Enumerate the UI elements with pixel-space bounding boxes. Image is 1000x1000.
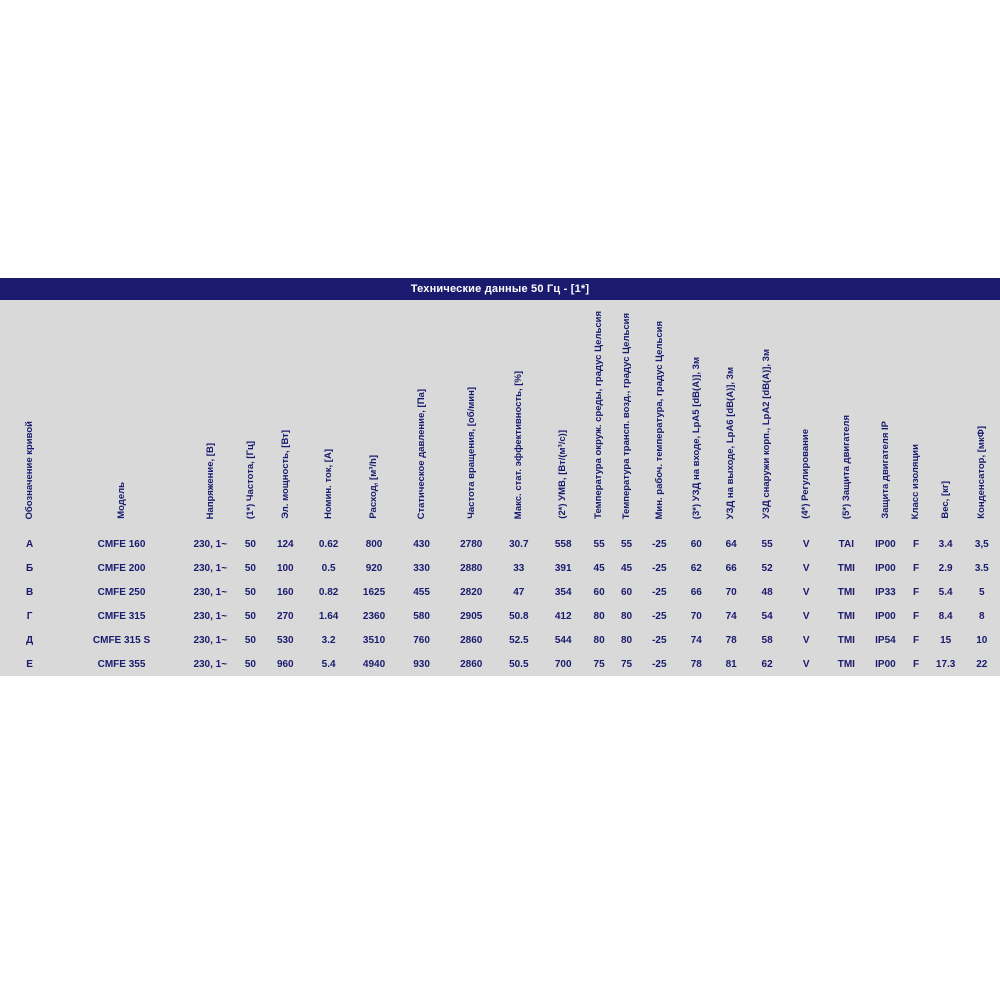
cell-min-working-temp: -25 bbox=[640, 556, 678, 580]
column-header-label: (1*) Частота, [Гц] bbox=[244, 440, 256, 519]
cell-spfi: 700 bbox=[541, 652, 585, 676]
cell-spfi: 558 bbox=[541, 532, 585, 556]
cell-power: 530 bbox=[264, 628, 306, 652]
cell-curve: Б bbox=[0, 556, 59, 580]
cell-motor-ip: IP33 bbox=[866, 580, 904, 604]
column-header-max-static-efficiency bbox=[497, 300, 541, 532]
cell-spl-outlet: 64 bbox=[714, 532, 748, 556]
cell-current: 0.62 bbox=[306, 532, 350, 556]
cell-regulation: V bbox=[786, 604, 826, 628]
cell-static-pressure: 455 bbox=[397, 580, 446, 604]
column-header-model bbox=[59, 300, 184, 532]
cell-motor-protection: TMI bbox=[826, 652, 866, 676]
cell-power: 270 bbox=[264, 604, 306, 628]
cell-transported-air-temp: 80 bbox=[613, 604, 640, 628]
column-header-regulation bbox=[786, 300, 826, 532]
cell-spfi: 412 bbox=[541, 604, 585, 628]
table-title: Технические данные 50 Гц - [1*] bbox=[0, 278, 1000, 300]
table-body bbox=[0, 532, 1000, 676]
column-header-ambient-temp bbox=[585, 300, 612, 532]
cell-voltage: 230, 1~ bbox=[184, 604, 237, 628]
cell-transported-air-temp: 80 bbox=[613, 628, 640, 652]
table-title-row bbox=[0, 278, 1000, 300]
cell-motor-protection: TMI bbox=[826, 604, 866, 628]
cell-power: 124 bbox=[264, 532, 306, 556]
table-row bbox=[0, 628, 1000, 652]
cell-curve: А bbox=[0, 532, 59, 556]
table-row bbox=[0, 556, 1000, 580]
cell-capacitor: 8 bbox=[964, 604, 1000, 628]
cell-weight: 8.4 bbox=[928, 604, 964, 628]
cell-min-working-temp: -25 bbox=[640, 628, 678, 652]
column-header-label: (2*) УМВ, [Вт/(м³/с)] bbox=[557, 430, 569, 519]
cell-regulation: V bbox=[786, 628, 826, 652]
cell-curve: Е bbox=[0, 652, 59, 676]
column-header-label: Макс. стат. эффективность, [%] bbox=[513, 370, 525, 519]
column-header-label: Номин. ток, [А] bbox=[322, 449, 334, 519]
cell-spl-casing: 62 bbox=[748, 652, 786, 676]
column-header-transported-air-temp bbox=[613, 300, 640, 532]
column-header-label: УЗД снаружи корп., LpA2 [dB(A)], 3м bbox=[761, 349, 773, 519]
cell-static-pressure: 430 bbox=[397, 532, 446, 556]
column-header-spl-inlet bbox=[678, 300, 714, 532]
cell-model: CMFE 160 bbox=[59, 532, 184, 556]
cell-ambient-temp: 80 bbox=[585, 628, 612, 652]
cell-current: 5.4 bbox=[306, 652, 350, 676]
cell-transported-air-temp: 45 bbox=[613, 556, 640, 580]
cell-motor-protection: TMI bbox=[826, 556, 866, 580]
cell-current: 0.82 bbox=[306, 580, 350, 604]
cell-current: 0.5 bbox=[306, 556, 350, 580]
cell-voltage: 230, 1~ bbox=[184, 532, 237, 556]
column-header-label: (5*) Защита двигателя bbox=[840, 414, 852, 519]
column-header-power bbox=[264, 300, 306, 532]
cell-voltage: 230, 1~ bbox=[184, 628, 237, 652]
column-header-airflow bbox=[351, 300, 397, 532]
cell-static-pressure: 580 bbox=[397, 604, 446, 628]
table-row bbox=[0, 604, 1000, 628]
cell-model: CMFE 315 S bbox=[59, 628, 184, 652]
table-row bbox=[0, 580, 1000, 604]
cell-max-static-efficiency: 50.8 bbox=[497, 604, 541, 628]
column-header-label: (4*) Регулирование bbox=[800, 429, 812, 519]
cell-spl-inlet: 60 bbox=[678, 532, 714, 556]
cell-max-static-efficiency: 50.5 bbox=[497, 652, 541, 676]
cell-regulation: V bbox=[786, 580, 826, 604]
cell-spl-outlet: 66 bbox=[714, 556, 748, 580]
column-header-rpm bbox=[446, 300, 497, 532]
cell-max-static-efficiency: 30.7 bbox=[497, 532, 541, 556]
table-header-row bbox=[0, 300, 1000, 532]
cell-static-pressure: 930 bbox=[397, 652, 446, 676]
cell-rpm: 2780 bbox=[446, 532, 497, 556]
cell-insulation-class: F bbox=[904, 652, 927, 676]
column-header-label: Мин. рабоч. температура, градус Цельсия bbox=[653, 320, 665, 519]
cell-rpm: 2820 bbox=[446, 580, 497, 604]
cell-airflow: 4940 bbox=[351, 652, 397, 676]
cell-airflow: 2360 bbox=[351, 604, 397, 628]
column-header-label: (3*) УЗД на входе, LpA5 [dB(A)], 3м bbox=[690, 356, 702, 519]
cell-voltage: 230, 1~ bbox=[184, 652, 237, 676]
cell-motor-ip: IP00 bbox=[866, 604, 904, 628]
cell-rpm: 2905 bbox=[446, 604, 497, 628]
column-header-spfi bbox=[541, 300, 585, 532]
column-header-label: Статическое давление, [Па] bbox=[415, 388, 427, 519]
cell-insulation-class: F bbox=[904, 580, 927, 604]
table-row bbox=[0, 652, 1000, 676]
column-header-static-pressure bbox=[397, 300, 446, 532]
cell-model: CMFE 250 bbox=[59, 580, 184, 604]
cell-spl-inlet: 74 bbox=[678, 628, 714, 652]
cell-motor-ip: IP00 bbox=[866, 556, 904, 580]
cell-frequency: 50 bbox=[237, 604, 264, 628]
cell-spl-casing: 55 bbox=[748, 532, 786, 556]
cell-airflow: 1625 bbox=[351, 580, 397, 604]
cell-airflow: 920 bbox=[351, 556, 397, 580]
cell-static-pressure: 330 bbox=[397, 556, 446, 580]
cell-weight: 3.4 bbox=[928, 532, 964, 556]
cell-frequency: 50 bbox=[237, 628, 264, 652]
column-header-min-working-temp bbox=[640, 300, 678, 532]
spec-table bbox=[0, 278, 1000, 676]
cell-regulation: V bbox=[786, 652, 826, 676]
cell-power: 160 bbox=[264, 580, 306, 604]
cell-spl-casing: 54 bbox=[748, 604, 786, 628]
cell-spl-casing: 48 bbox=[748, 580, 786, 604]
cell-max-static-efficiency: 52.5 bbox=[497, 628, 541, 652]
cell-model: CMFE 200 bbox=[59, 556, 184, 580]
cell-curve: В bbox=[0, 580, 59, 604]
column-header-label: Эл. мощность, [Вт] bbox=[279, 430, 291, 519]
cell-ambient-temp: 55 bbox=[585, 532, 612, 556]
cell-spl-outlet: 70 bbox=[714, 580, 748, 604]
column-header-label: Конденсатор, [мкФ] bbox=[976, 426, 988, 519]
column-header-label: Температура трансп. возд., градус Цельсия bbox=[620, 312, 632, 519]
cell-motor-protection: TAI bbox=[826, 532, 866, 556]
cell-weight: 17.3 bbox=[928, 652, 964, 676]
column-header-label: Обозначение кривой bbox=[23, 420, 35, 519]
column-header-label: Класс изоляции bbox=[910, 443, 922, 519]
cell-weight: 15 bbox=[928, 628, 964, 652]
column-header-label: Вес, [кг] bbox=[939, 481, 951, 519]
cell-min-working-temp: -25 bbox=[640, 532, 678, 556]
table-row bbox=[0, 532, 1000, 556]
cell-airflow: 3510 bbox=[351, 628, 397, 652]
cell-spfi: 544 bbox=[541, 628, 585, 652]
column-header-spl-outlet bbox=[714, 300, 748, 532]
cell-frequency: 50 bbox=[237, 580, 264, 604]
column-header-spl-casing bbox=[748, 300, 786, 532]
column-header-label: Температура окруж. среды, градус Цельсия bbox=[593, 311, 605, 519]
column-header-current bbox=[306, 300, 350, 532]
cell-insulation-class: F bbox=[904, 556, 927, 580]
column-header-motor-ip bbox=[866, 300, 904, 532]
column-header-label: Защита двигателя IP bbox=[879, 421, 891, 519]
cell-ambient-temp: 75 bbox=[585, 652, 612, 676]
cell-spl-inlet: 66 bbox=[678, 580, 714, 604]
column-header-motor-protection bbox=[826, 300, 866, 532]
cell-insulation-class: F bbox=[904, 628, 927, 652]
cell-capacitor: 3,5 bbox=[964, 532, 1000, 556]
cell-motor-protection: TMI bbox=[826, 628, 866, 652]
cell-max-static-efficiency: 33 bbox=[497, 556, 541, 580]
cell-ambient-temp: 80 bbox=[585, 604, 612, 628]
cell-ambient-temp: 45 bbox=[585, 556, 612, 580]
cell-model: CMFE 355 bbox=[59, 652, 184, 676]
column-header-voltage bbox=[184, 300, 237, 532]
cell-voltage: 230, 1~ bbox=[184, 556, 237, 580]
cell-spl-casing: 58 bbox=[748, 628, 786, 652]
cell-spl-inlet: 70 bbox=[678, 604, 714, 628]
cell-spfi: 391 bbox=[541, 556, 585, 580]
cell-regulation: V bbox=[786, 556, 826, 580]
cell-min-working-temp: -25 bbox=[640, 580, 678, 604]
cell-current: 1.64 bbox=[306, 604, 350, 628]
cell-spl-outlet: 78 bbox=[714, 628, 748, 652]
cell-insulation-class: F bbox=[904, 532, 927, 556]
cell-transported-air-temp: 60 bbox=[613, 580, 640, 604]
column-header-capacitor bbox=[964, 300, 1000, 532]
column-header-frequency bbox=[237, 300, 264, 532]
cell-power: 100 bbox=[264, 556, 306, 580]
cell-spl-outlet: 81 bbox=[714, 652, 748, 676]
spec-table-container bbox=[0, 278, 1000, 676]
cell-model: CMFE 315 bbox=[59, 604, 184, 628]
cell-spl-casing: 52 bbox=[748, 556, 786, 580]
cell-regulation: V bbox=[786, 532, 826, 556]
column-header-insulation-class bbox=[904, 300, 927, 532]
cell-motor-protection: TMI bbox=[826, 580, 866, 604]
cell-frequency: 50 bbox=[237, 532, 264, 556]
column-header-label: Напряжение, [В] bbox=[204, 442, 216, 519]
cell-capacitor: 3.5 bbox=[964, 556, 1000, 580]
column-header-label: Расход, [м³/h] bbox=[368, 455, 380, 519]
cell-capacitor: 5 bbox=[964, 580, 1000, 604]
column-header-label: Частота вращения, [об/мин] bbox=[465, 387, 477, 519]
column-header-weight bbox=[928, 300, 964, 532]
column-header-curve bbox=[0, 300, 59, 532]
cell-rpm: 2860 bbox=[446, 628, 497, 652]
cell-ambient-temp: 60 bbox=[585, 580, 612, 604]
cell-rpm: 2880 bbox=[446, 556, 497, 580]
cell-insulation-class: F bbox=[904, 604, 927, 628]
cell-motor-ip: IP54 bbox=[866, 628, 904, 652]
cell-capacitor: 10 bbox=[964, 628, 1000, 652]
cell-motor-ip: IP00 bbox=[866, 652, 904, 676]
cell-min-working-temp: -25 bbox=[640, 604, 678, 628]
cell-transported-air-temp: 75 bbox=[613, 652, 640, 676]
cell-spl-inlet: 78 bbox=[678, 652, 714, 676]
cell-spl-inlet: 62 bbox=[678, 556, 714, 580]
cell-curve: Д bbox=[0, 628, 59, 652]
cell-capacitor: 22 bbox=[964, 652, 1000, 676]
cell-static-pressure: 760 bbox=[397, 628, 446, 652]
cell-weight: 2.9 bbox=[928, 556, 964, 580]
cell-transported-air-temp: 55 bbox=[613, 532, 640, 556]
cell-spfi: 354 bbox=[541, 580, 585, 604]
cell-frequency: 50 bbox=[237, 556, 264, 580]
column-header-label: Модель bbox=[115, 482, 127, 519]
cell-airflow: 800 bbox=[351, 532, 397, 556]
cell-curve: Г bbox=[0, 604, 59, 628]
cell-min-working-temp: -25 bbox=[640, 652, 678, 676]
cell-frequency: 50 bbox=[237, 652, 264, 676]
cell-max-static-efficiency: 47 bbox=[497, 580, 541, 604]
cell-voltage: 230, 1~ bbox=[184, 580, 237, 604]
cell-motor-ip: IP00 bbox=[866, 532, 904, 556]
cell-spl-outlet: 74 bbox=[714, 604, 748, 628]
cell-power: 960 bbox=[264, 652, 306, 676]
cell-current: 3.2 bbox=[306, 628, 350, 652]
cell-rpm: 2860 bbox=[446, 652, 497, 676]
cell-weight: 5.4 bbox=[928, 580, 964, 604]
column-header-label: УЗД на выходе, LpA6 [dB(A)], 3м bbox=[725, 366, 737, 519]
